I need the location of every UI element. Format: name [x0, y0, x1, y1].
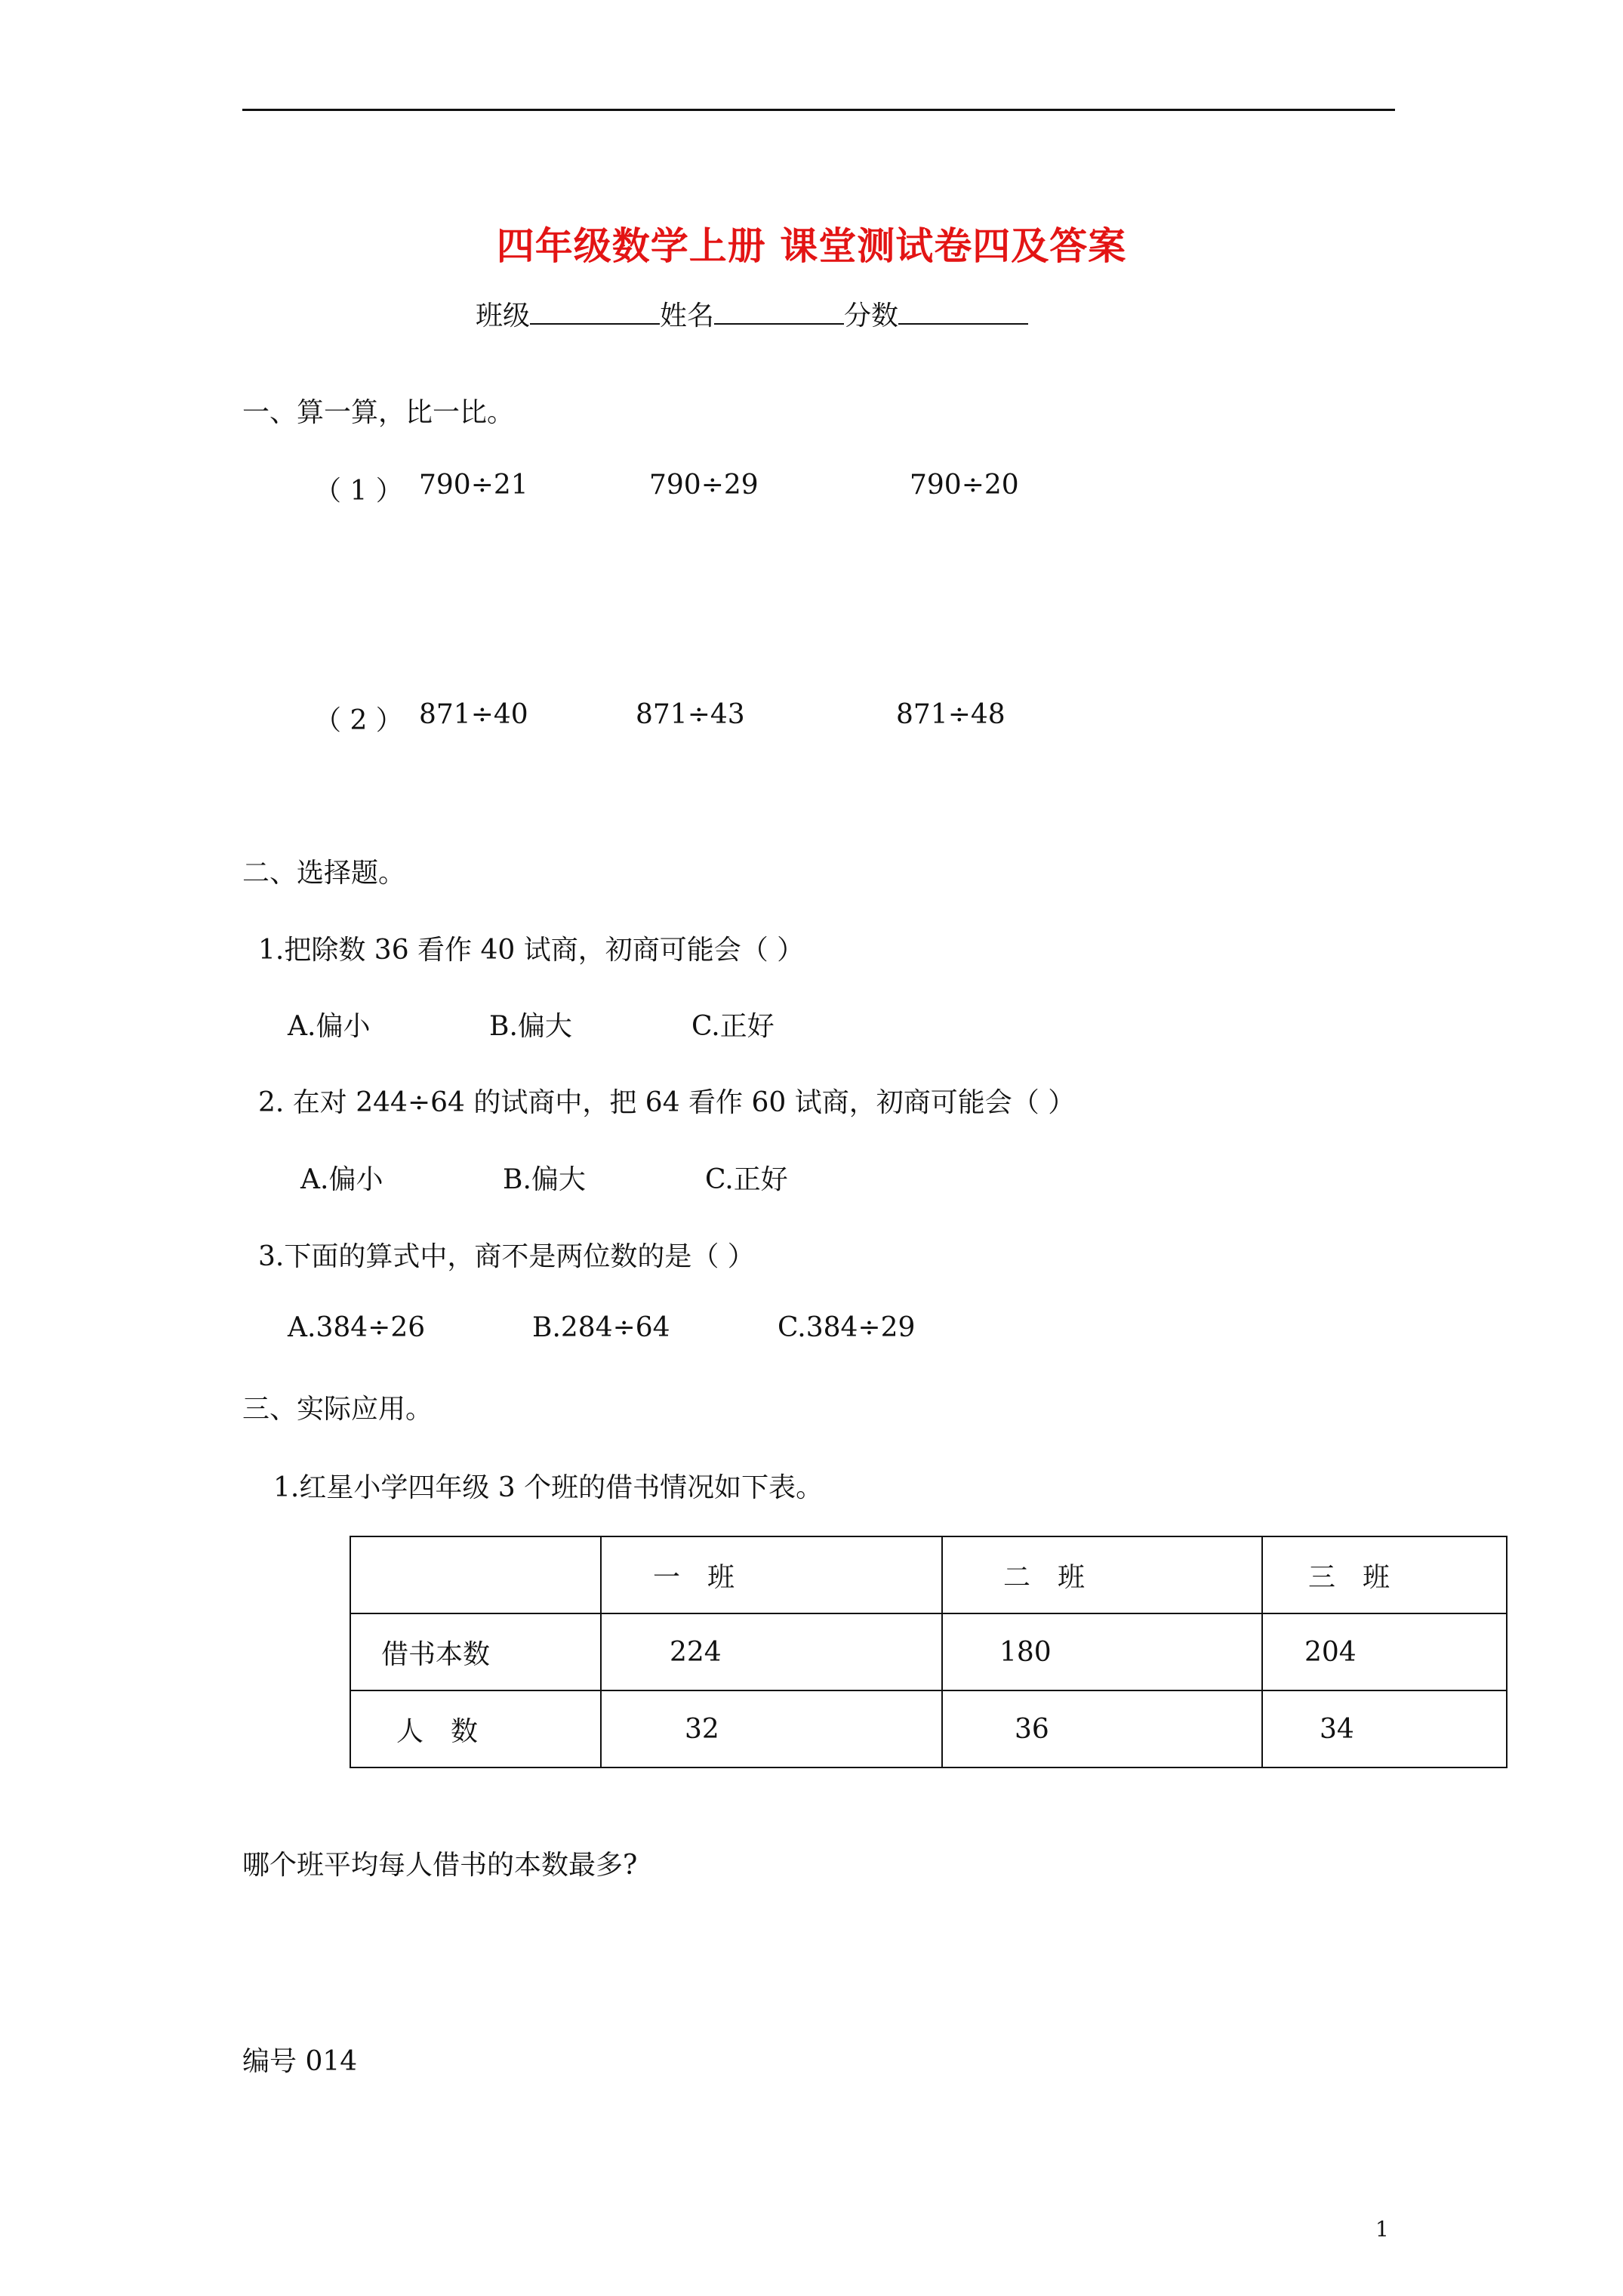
class-label: 班级 [476, 300, 531, 331]
question-3-option-c: C.384÷29 [778, 1312, 916, 1343]
question-1-option-c: C.正好 [691, 1011, 775, 1042]
section1-row1-item1: 790÷21 [419, 470, 528, 501]
table-header-cell: 二 班 [942, 1536, 1262, 1613]
header-rule [242, 109, 1395, 111]
score-blank [898, 296, 1028, 325]
name-blank [714, 296, 844, 325]
question-3-option-b: B.284÷64 [532, 1312, 670, 1343]
table-cell: 借书本数 [350, 1613, 601, 1690]
question-2-option-b: B.偏大 [503, 1164, 586, 1195]
table-cell: 32 [601, 1690, 942, 1767]
table-header-cell: 三 班 [1262, 1536, 1507, 1613]
section2-heading: 二、选择题。 [242, 858, 406, 889]
section3-question: 哪个班平均每人借书的本数最多? [242, 1850, 638, 1881]
table-row [350, 1690, 1507, 1767]
table-cell: 人 数 [350, 1690, 601, 1767]
section1-row1-item3: 790÷20 [910, 470, 1019, 501]
header-fields [476, 294, 1028, 333]
section1-row2-item3: 871÷48 [896, 699, 1006, 730]
page-number: 1 [1375, 2217, 1389, 2242]
section1-row1-index: （ 1 ） [314, 476, 403, 507]
table-header-cell: 一 班 [601, 1536, 942, 1613]
question-3-option-a: A.384÷26 [288, 1312, 426, 1343]
question-2: 2. 在对 244÷64 的试商中，把 64 看作 60 试商，初商可能会（ ） [258, 1087, 1076, 1118]
question-1-option-b: B.偏大 [489, 1011, 572, 1042]
section3-heading: 三、实际应用。 [242, 1394, 433, 1425]
score-label: 分数 [844, 300, 899, 331]
class-blank [530, 296, 660, 325]
name-label: 姓名 [660, 300, 715, 331]
table-header-row [350, 1536, 1507, 1613]
question-1: 1.把除数 36 看作 40 试商，初商可能会（ ） [258, 935, 805, 966]
question-2-option-c: C.正好 [705, 1164, 788, 1195]
table-header-cell [350, 1536, 601, 1613]
table-cell: 34 [1262, 1690, 1507, 1767]
question-3: 3.下面的算式中，商不是两位数的是（ ） [258, 1241, 755, 1272]
section3-problem: 1.红星小学四年级 3 个班的借书情况如下表。 [273, 1472, 824, 1503]
section1-heading: 一、算一算，比一比。 [242, 397, 515, 428]
table-row [350, 1613, 1507, 1690]
section1-row2-item1: 871÷40 [419, 699, 528, 730]
borrowing-table [350, 1536, 1508, 1768]
question-1-option-a: A.偏小 [288, 1011, 371, 1042]
table-cell: 224 [601, 1613, 942, 1690]
question-2-option-a: A.偏小 [300, 1164, 383, 1195]
table-cell: 36 [942, 1690, 1262, 1767]
section1-row2-item2: 871÷43 [636, 699, 745, 730]
serial-number: 编号 014 [242, 2046, 358, 2077]
table-cell: 204 [1262, 1613, 1507, 1690]
section1-row1-item2: 790÷29 [649, 470, 759, 501]
page-title: 四年级数学上册 课堂测试卷四及答案 [496, 223, 1127, 268]
table-cell: 180 [942, 1613, 1262, 1690]
section1-row2-index: （ 2 ） [314, 705, 403, 736]
